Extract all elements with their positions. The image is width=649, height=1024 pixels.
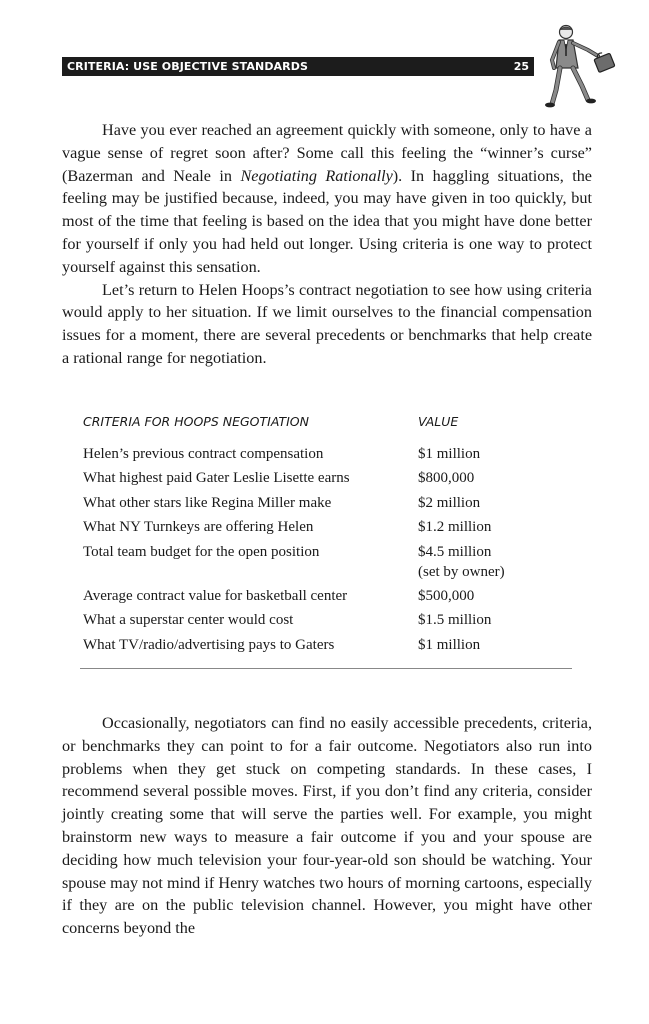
paragraph — [62, 119, 592, 279]
criteria-table — [80, 414, 572, 659]
paragraph — [62, 279, 592, 370]
column-header-value: VALUE — [418, 414, 459, 429]
value-cell: $2 million — [418, 494, 481, 511]
paragraph-text: ). In haggling situations, the feeling may be justified because, indeed, you may have given in too quickly, but most of the time that feeling is based on the idea that you might have done better for yourself if only you had held out longer. Using criteria is one way to protect yourself against this sensation. — [62, 166, 592, 276]
value-cell — [418, 542, 572, 582]
value-text: $4.5 million — [418, 543, 492, 560]
value-cell: $500,000 — [418, 587, 475, 604]
table-row — [80, 468, 572, 488]
table-row — [80, 493, 572, 513]
paragraph-text: Have you ever reached an agreement quickly with someone, only to have a vague sense of regret soon after? Some call this feeling the “winner’s curse” (Bazerman and Neale in — [62, 121, 592, 185]
table-header — [80, 414, 572, 444]
table-row — [80, 635, 572, 655]
value-cell: $1 million — [418, 446, 481, 462]
criterion-cell: Total team budget for the open position — [83, 543, 320, 560]
businessman-with-briefcase-icon — [542, 20, 620, 110]
criterion-cell: What a superstar center would cost — [83, 612, 294, 629]
running-header — [62, 57, 534, 76]
table-row — [80, 517, 572, 537]
paragraph: Occasionally, negotiators can find no easily accessible precedents, criteria, or benchmarks they can point to for a fair outcome. Negotiators also run into problems when they get stuck on competing standards. In these cases, I recommend several possible moves. First, if you don’t find any criteria, consider jointly creating some that will serve the parties well. For example, you might brainstorm new ways to measure a fair outcome if you and your spouse are deciding how much television your four-year-old son should be watching. Your spouse may not mind if Henry watches two hours of morning cartoons, especially if they are on the public television channel. However, you might have other concerns beyond the — [62, 714, 592, 938]
table-row — [80, 586, 572, 606]
criterion-cell: What other stars like Regina Miller make — [83, 494, 332, 511]
value-note: (set by owner) — [418, 563, 505, 580]
criterion-cell: What TV/radio/advertising pays to Gaters — [83, 636, 335, 653]
value-cell: $1.5 million — [418, 612, 492, 629]
page-number: 25 — [513, 60, 529, 73]
table-row — [80, 444, 572, 464]
table-row — [80, 542, 572, 582]
column-header-criteria: CRITERIA FOR HOOPS NEGOTIATION — [83, 414, 309, 429]
book-title: Negotiating Rationally — [240, 166, 393, 185]
criterion-cell: What NY Turnkeys are offering Helen — [83, 519, 314, 536]
closing-text — [62, 712, 592, 940]
table-bottom-rule — [80, 668, 572, 669]
running-header-title: CRITERIA: USE OBJECTIVE STANDARDS — [67, 60, 308, 73]
value-cell: $800,000 — [418, 470, 475, 487]
value-cell: $1 million — [418, 636, 481, 653]
value-cell: $1.2 million — [418, 519, 492, 536]
criterion-cell: What highest paid Gater Leslie Lisette earns — [83, 470, 350, 487]
intro-text — [62, 119, 592, 370]
table-row — [80, 610, 572, 630]
criterion-cell: Helen’s previous contract compensation — [83, 446, 324, 462]
paragraph-text: Let’s return to Helen Hoops’s contract negotiation to see how using criteria would apply to her situation. If we limit ourselves to the financial compensation issues for a moment, there are several precedents or benchmarks that help create a rational range for negotiation. — [62, 280, 592, 367]
criterion-cell: Average contract value for basketball center — [83, 587, 348, 604]
